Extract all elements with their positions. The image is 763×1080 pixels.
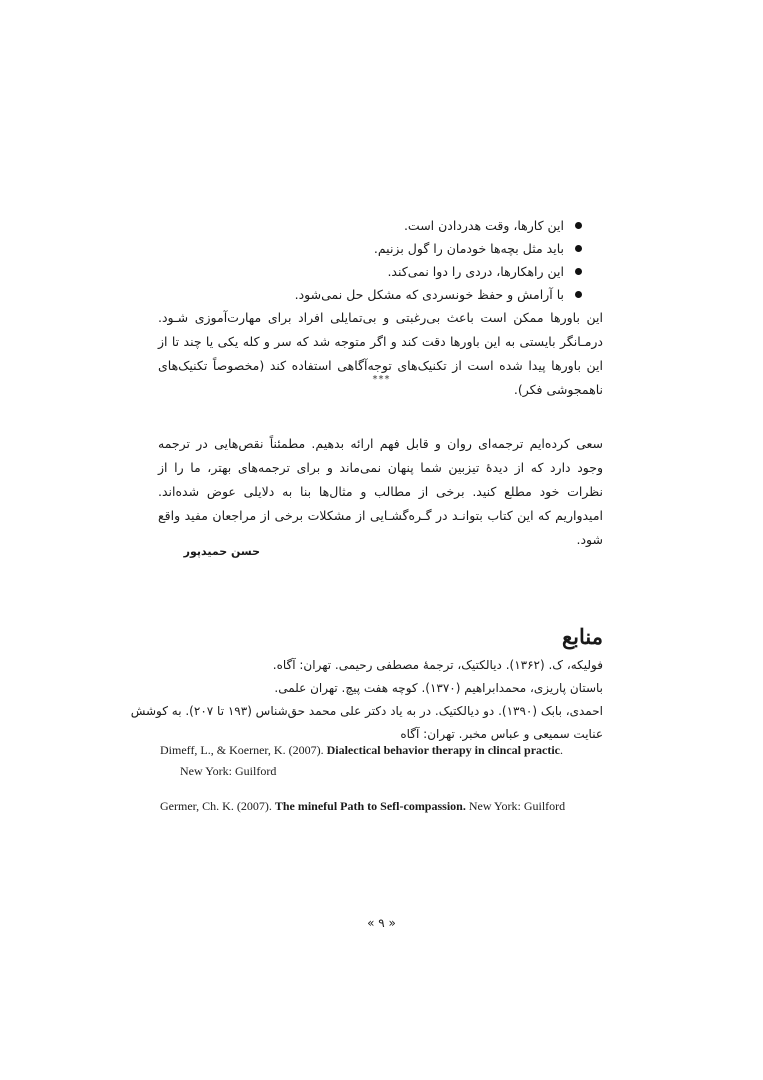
bullet-list xyxy=(166,214,586,306)
reference-item-continuation: عنایت سمیعی و عباس مخبر. تهران: آگاه xyxy=(400,727,603,741)
reference-publisher: New York: Guilford xyxy=(180,764,277,778)
list-item: این کارها، وقت هدردادن است. xyxy=(166,214,586,237)
list-item: باید مثل بچه‌ها خودمان را گول بزنیم. xyxy=(166,237,586,260)
references-english xyxy=(160,740,605,817)
body-paragraph-translator-note: سعی کرده‌ایم ترجمه‌ای روان و قابل فهم ارائه بدهیم. مطمئناً نقص‌هایی در ترجمه وجود دارد که از دیدهٔ تیزبین شما پنهان نمی‌ماند و برای ترجمه‌های بهتر، ما را از نظرات خود مطلع کنید. برخی از مطالب و مثال‌ها بنا به دلایلی عوض شده‌اند. امیدواریم که این کتاب بتوانـد در گـره‌گشـایی از مشکلات برخی از مراجعان مفید واقع شود. xyxy=(158,436,603,547)
reference-item: فولیکه، ک. (۱۳۶۲). دیالکتیک، ترجمهٔ مصطفی رحیمی. تهران: آگاه. xyxy=(272,658,603,672)
reference-item: Dimeff, L., & Koerner, K. (2007). Dialectical behavior therapy in clincal practic. New York: Guilford xyxy=(160,740,605,782)
bullet-dot-icon xyxy=(575,268,582,275)
references-heading: منابع xyxy=(561,624,603,649)
reference-title: The mineful Path to Sefl-compassion. xyxy=(274,799,466,813)
author-signature: حسن حمیدپور xyxy=(183,545,260,558)
list-item: با آرامش و حفظ خونسردی که مشکل حل نمی‌شود. xyxy=(166,283,586,306)
reference-title: Dialectical behavior therapy in clincal practic xyxy=(326,743,561,757)
reference-item: احمدی، بابک (۱۳۹۰). دو دیالکتیک. در به یاد دکتر علی محمد حق‌شناس (۱۹۳ تا ۲۰۷). به کوشش xyxy=(130,704,603,718)
list-item: این راهکارها، دردی را دوا نمی‌کند. xyxy=(166,260,586,283)
section-separator: *** xyxy=(372,374,391,385)
references-persian xyxy=(130,654,603,746)
page-number: « ۹ » xyxy=(367,916,396,930)
bullet-dot-icon xyxy=(575,245,582,252)
body-paragraph-beliefs: این باورها ممکن است باعث بی‌رغبتی و بی‌تمایلی افراد برای مهارت‌آموزی شـود. درمـانگر بایستی به این باورها دقت کند و اگر متوجه شد که سر و کله یکی یا چند تا از این باورها پیدا شده است از تکنیک‌های توجه‌آگاهی استفاده کند (مخصوصاً تکنیک‌های ناهمجوشی فکر). xyxy=(158,310,603,397)
reference-item: باستان پاریزی، محمدابراهیم (۱۳۷۰). کوچه هفت پیچ. تهران علمی. xyxy=(274,681,603,695)
reference-item: Germer, Ch. K. (2007). The mineful Path to Sefl-compassion. New York: Guilford xyxy=(160,799,566,813)
bullet-dot-icon xyxy=(575,291,582,298)
bullet-dot-icon xyxy=(575,222,582,229)
